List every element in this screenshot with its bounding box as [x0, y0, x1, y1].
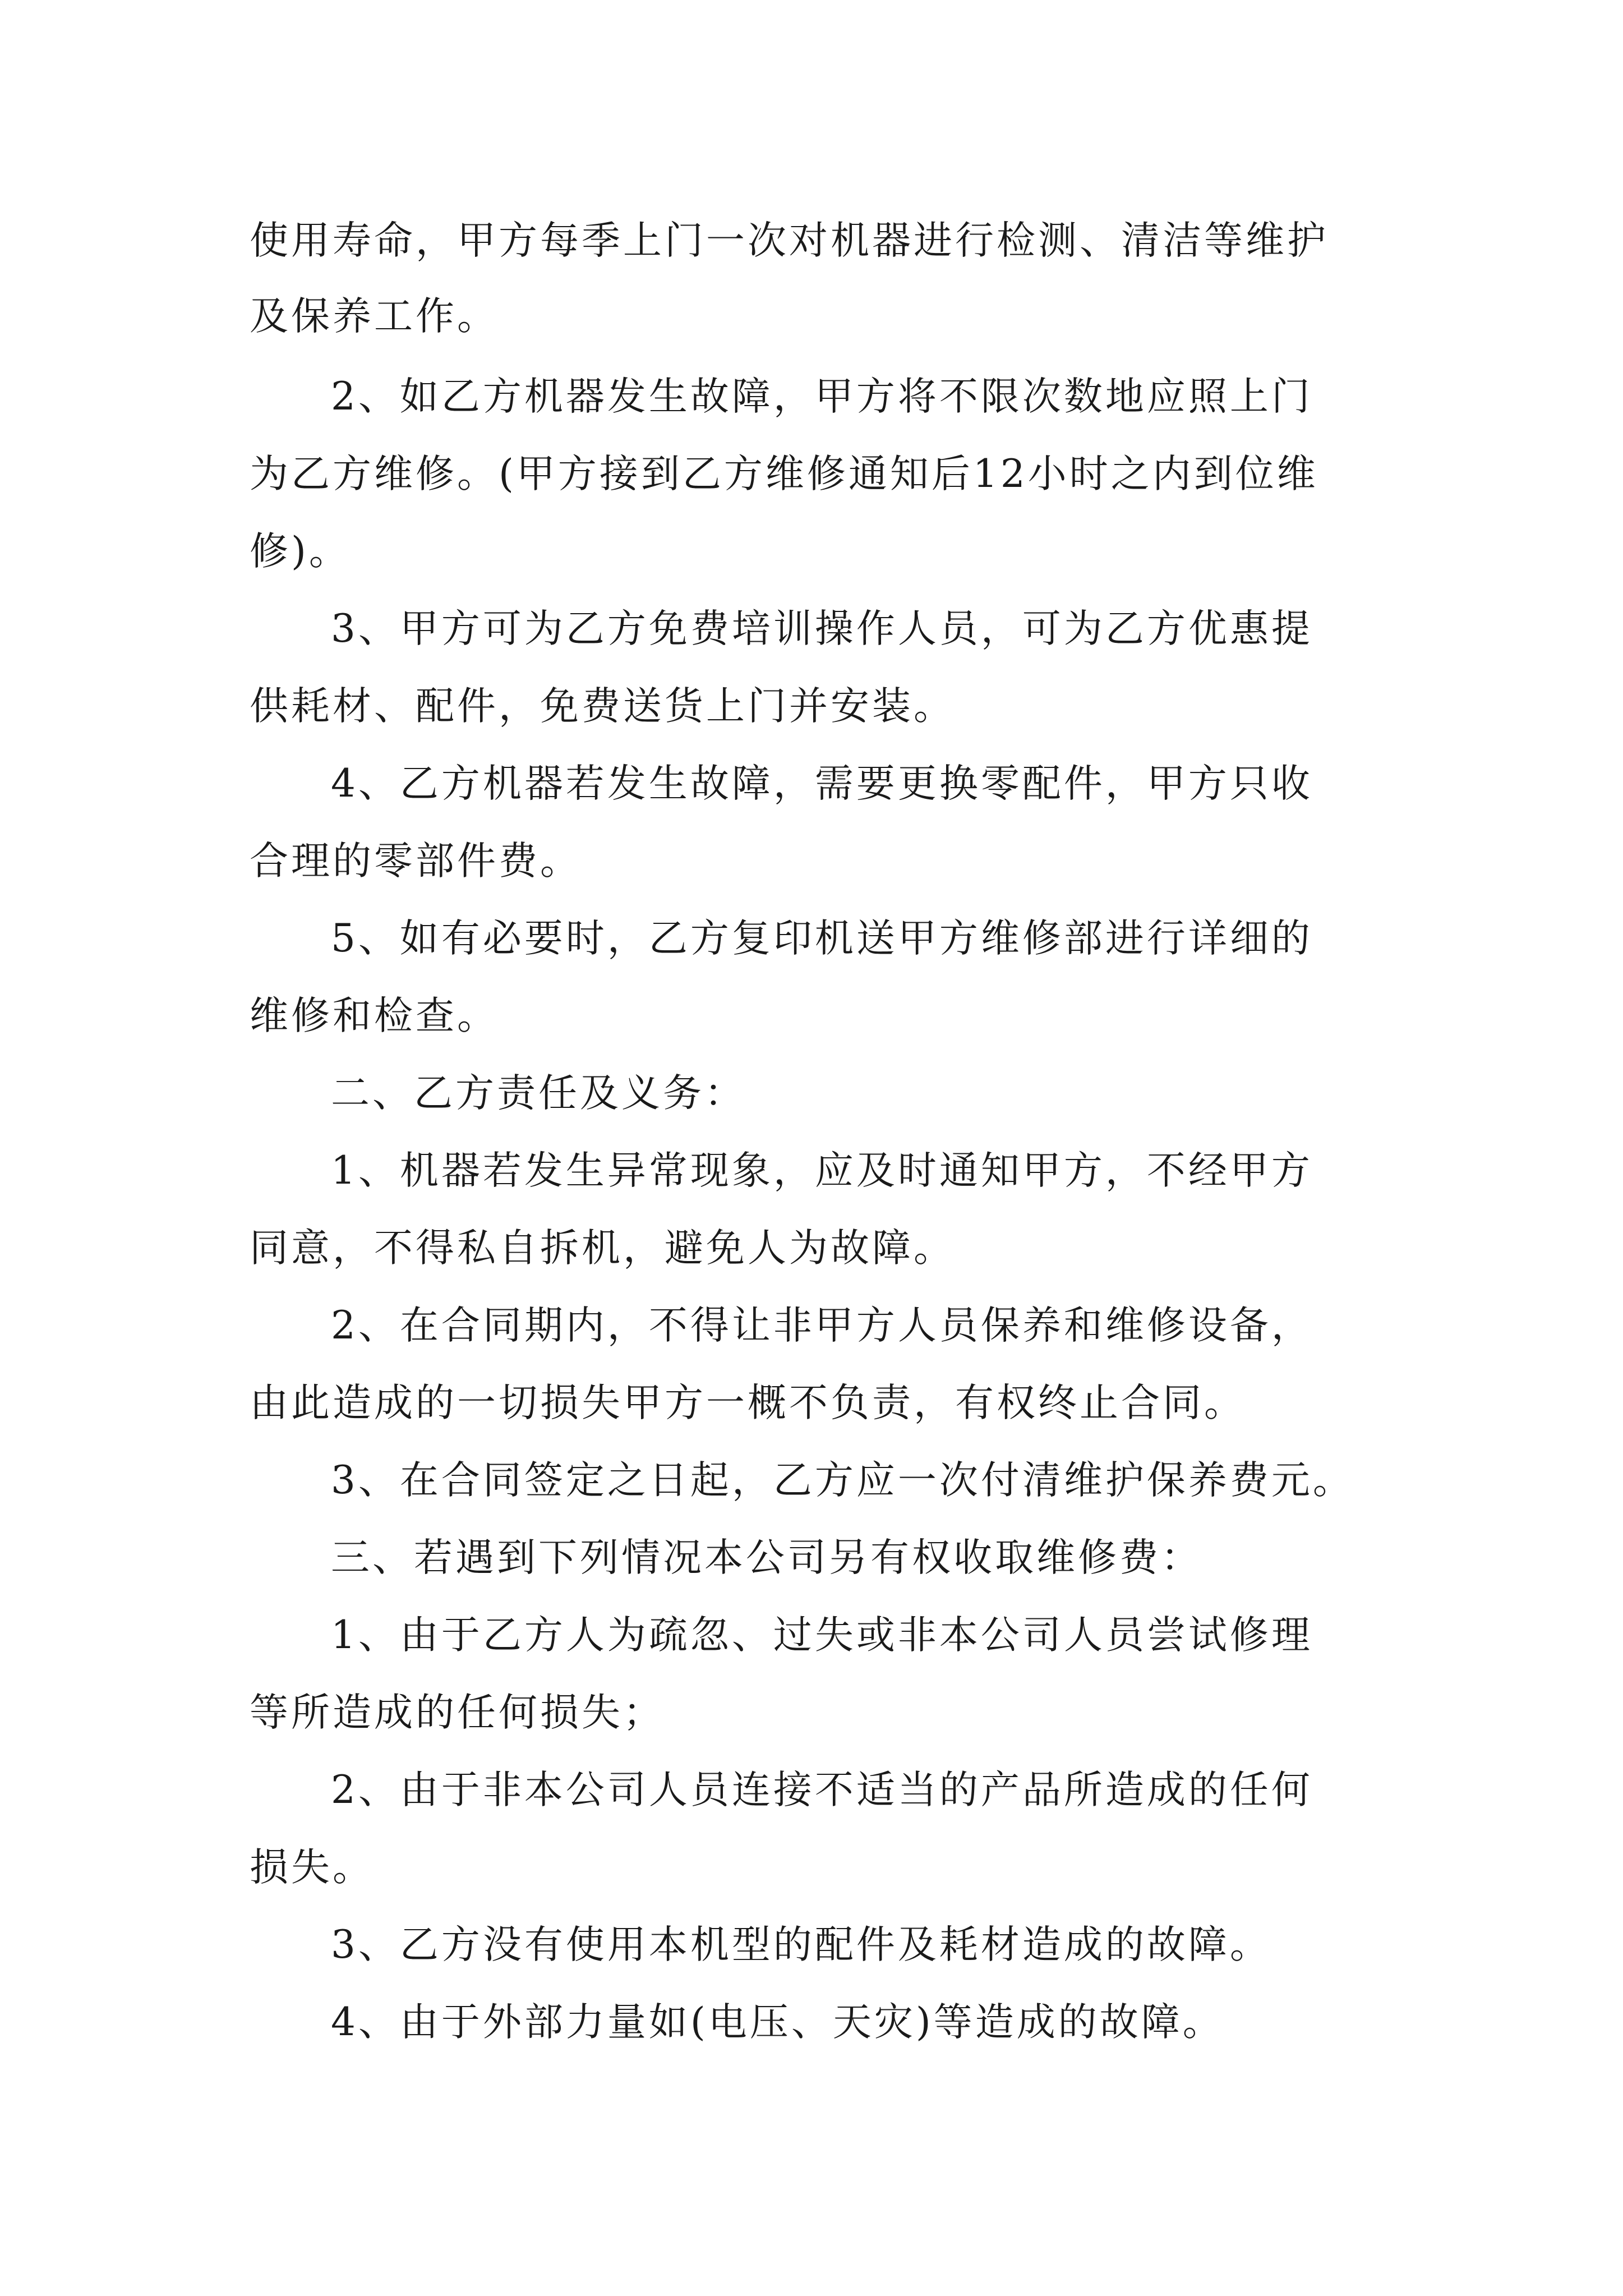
- paragraph-line: 4、乙方机器若发生故障，需要更换零配件，甲方只收: [331, 761, 1313, 806]
- paragraph-line: 使用寿命，甲方每季上门一次对机器进行检测、清洁等维护: [250, 218, 1329, 263]
- paragraph-line: 2、在合同期内，不得让非甲方人员保养和维修设备，: [331, 1303, 1313, 1348]
- paragraph-line: 维修和检查。: [250, 993, 499, 1038]
- paragraph-line: 2、如乙方机器发生故障，甲方将不限次数地应照上门: [331, 374, 1313, 419]
- paragraph-line: 同意，不得私自拆机，避免人为故障。: [250, 1226, 955, 1271]
- paragraph-line: 损失。: [250, 1845, 374, 1890]
- paragraph-line: 5、如有必要时，乙方复印机送甲方维修部进行详细的: [331, 916, 1313, 961]
- paragraph-line: 1、机器若发生异常现象，应及时通知甲方，不经甲方: [331, 1148, 1313, 1193]
- paragraph-line: 及保养工作。: [250, 294, 499, 339]
- paragraph-line: 3、甲方可为乙方免费培训操作人员，可为乙方优惠提: [331, 606, 1313, 651]
- paragraph-line: 3、在合同签定之日起，乙方应一次付清维护保养费元。: [331, 1458, 1354, 1503]
- section-heading: 三、若遇到下列情况本公司另有权收取维修费：: [331, 1535, 1202, 1580]
- paragraph-line: 4、由于外部力量如(电压、天灾)等造成的故障。: [331, 2000, 1224, 2045]
- paragraph-line: 2、由于非本公司人员连接不适当的产品所造成的任何: [331, 1768, 1313, 1812]
- paragraph-line: 合理的零部件费。: [250, 839, 582, 884]
- section-heading: 二、乙方责任及义务：: [331, 1071, 746, 1116]
- paragraph-line: 为乙方维修。(甲方接到乙方维修通知后12小时之内到位维: [250, 452, 1318, 496]
- paragraph-line: 修)。: [250, 529, 351, 574]
- paragraph-line: 1、由于乙方人为疏忽、过失或非本公司人员尝试修理: [331, 1613, 1313, 1658]
- paragraph-line: 3、乙方没有使用本机型的配件及耗材造成的故障。: [331, 1922, 1271, 1967]
- paragraph-line: 供耗材、配件，免费送货上门并安装。: [250, 684, 955, 729]
- paragraph-line: 由此造成的一切损失甲方一概不负责，有权终止合同。: [250, 1381, 1246, 1425]
- paragraph-line: 等所造成的任何损失；: [250, 1690, 665, 1735]
